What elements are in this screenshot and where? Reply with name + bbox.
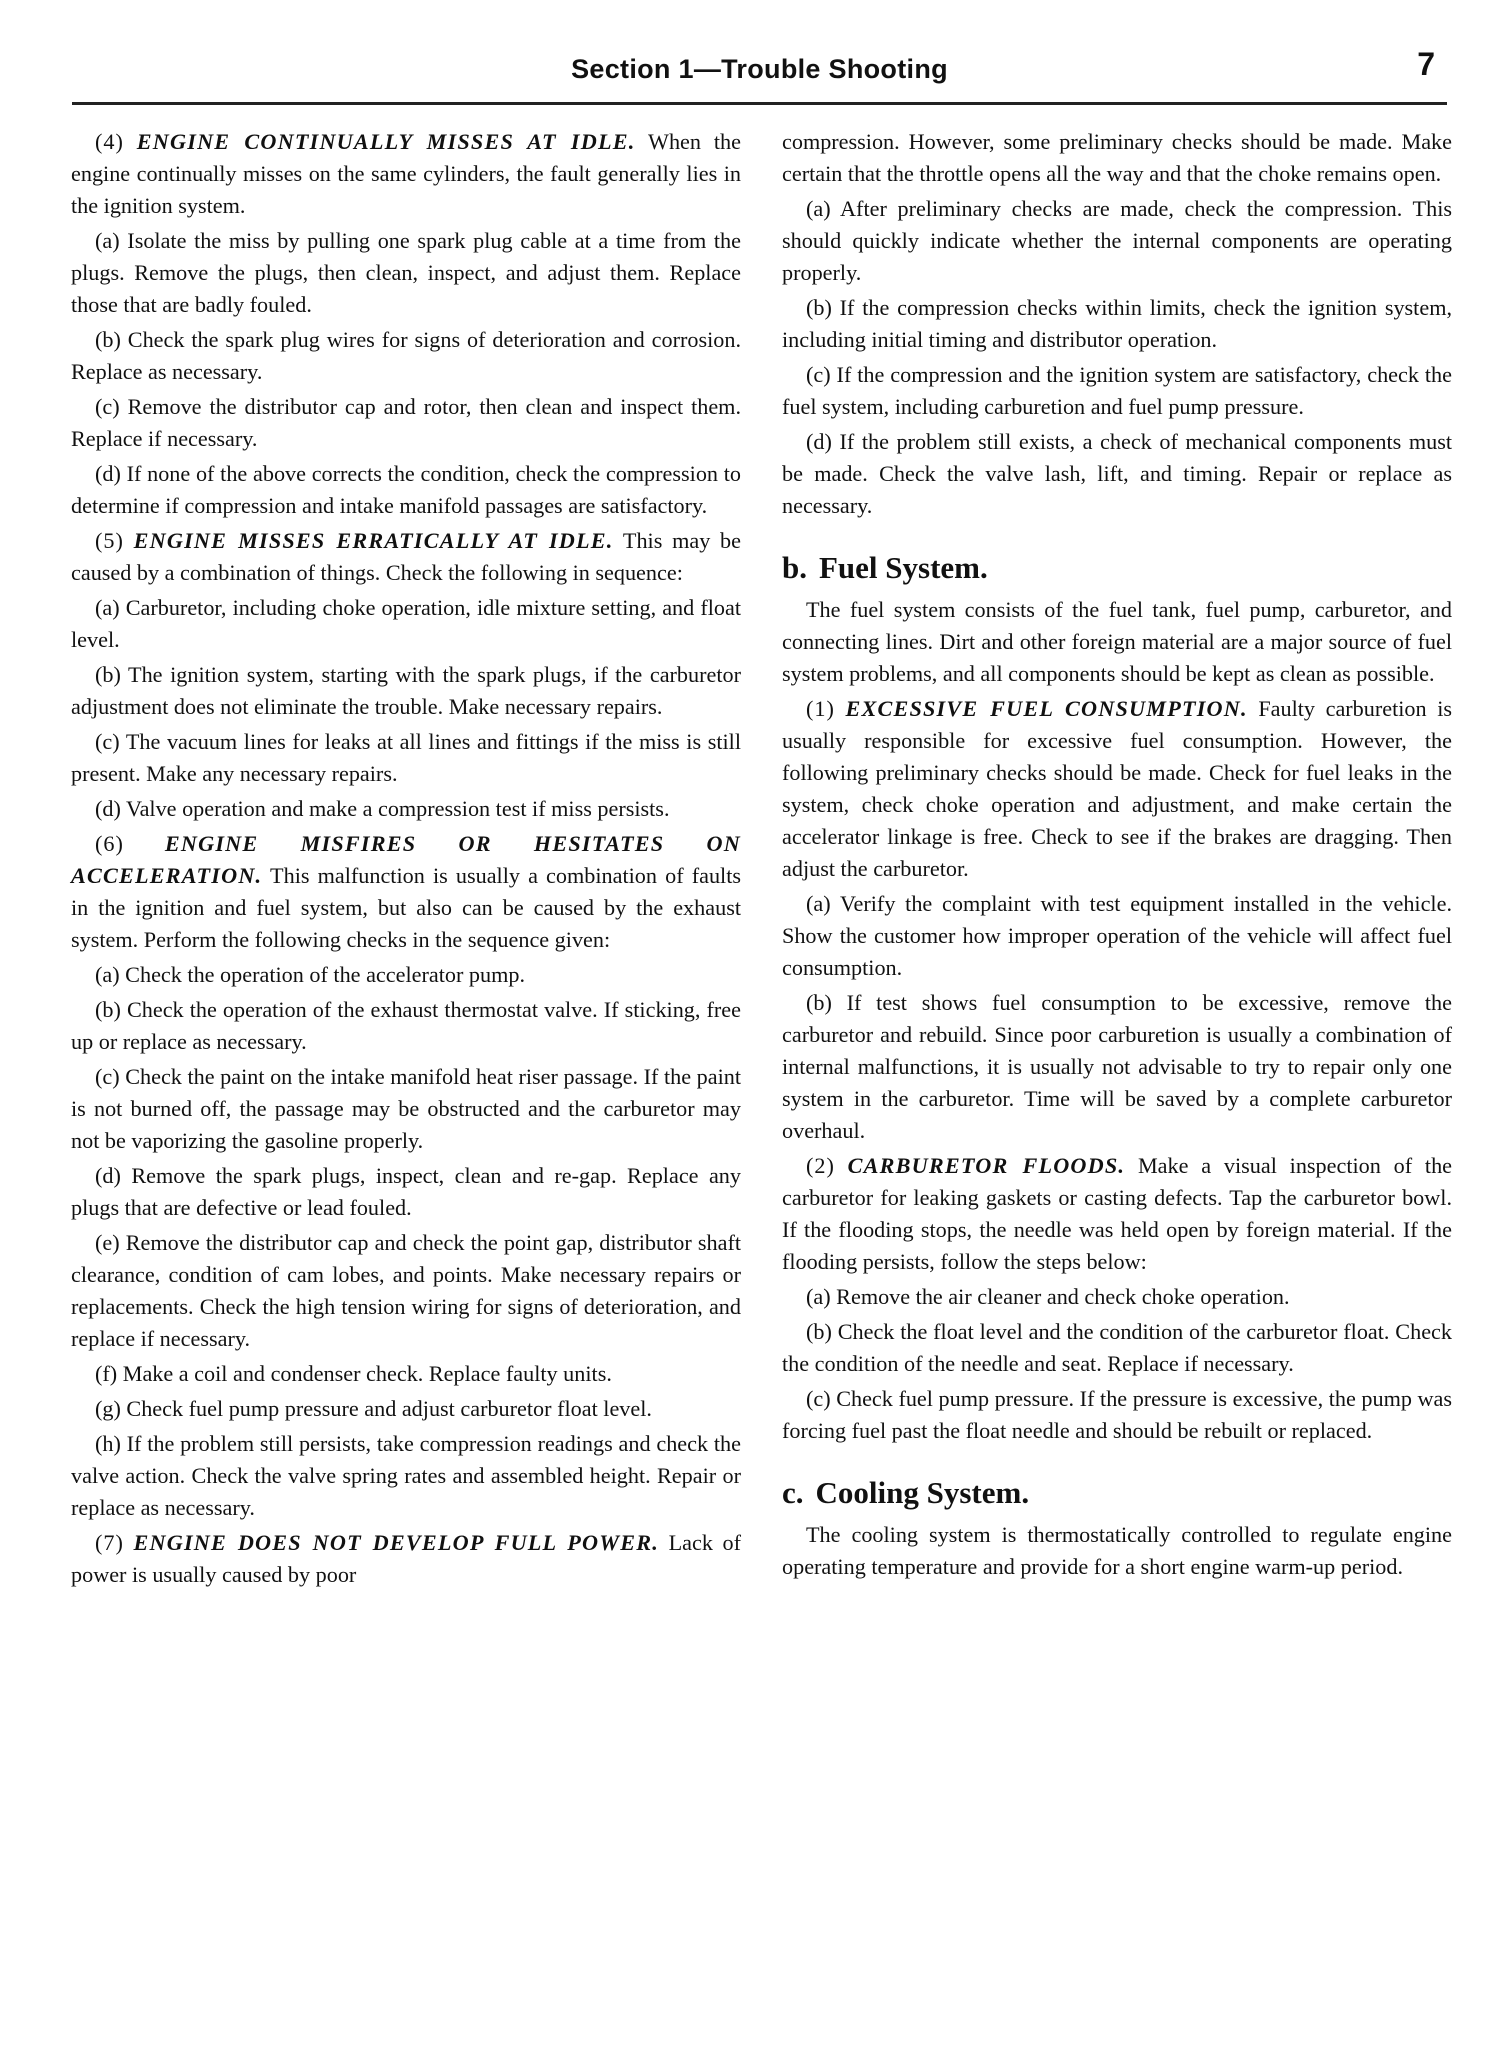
section-b-intro: The fuel system consists of the fuel tank, fuel pump, carburetor, and connecting lines. Dirt and other foreign material are a major source of fuel system problems, and all components should be kept as clean as possible. (782, 597, 1452, 686)
b2-c: (c) Check fuel pump pressure. If the pressure is excessive, the pump was forcing fuel past the float needle and should be rebuilt or replaced. (782, 1386, 1452, 1443)
item-6-label: (6) (95, 831, 124, 856)
item-7-paragraph (71, 1527, 741, 1591)
section-c-intro: The cooling system is thermostatically controlled to regulate engine operating temperature and provide for a short engine warm-up period. (782, 1522, 1452, 1579)
item-4-text: When the engine continually misses on the same cylinders, the fault generally lies in the ignition system. (71, 129, 741, 218)
b1-label: (1) (806, 696, 835, 721)
item-5-heading: ENGINE MISSES ERRATICALLY AT IDLE. (133, 528, 614, 553)
item-6-e: (e) Remove the distributor cap and check the point gap, distributor shaft clearance, condition of cam lobes, and points. Make necessary repairs or replacements. Check the high tension wiring for signs of deterioration, and replace if necessary. (71, 1230, 741, 1351)
item-6-a: (a) Check the operation of the accelerator pump. (95, 962, 525, 987)
b1-b: (b) If test shows fuel consumption to be excessive, remove the carburetor and rebuild. Since poor carburetion is usually a combination of internal malfunctions, it is usually not advisable to try to repair only one system in the carburetor. Time will be saved by a complete carburetor overhaul. (782, 990, 1452, 1143)
b2-a: (a) Remove the air cleaner and check choke operation. (806, 1284, 1290, 1309)
left-column (71, 126, 741, 1594)
item-7-c: (c) If the compression and the ignition system are satisfactory, check the fuel system, including carburetion and fuel pump pressure. (782, 362, 1452, 419)
item-7-continued: compression. However, some preliminary checks should be made. Make certain that the throttle opens all the way and that the choke remains open. (782, 129, 1452, 186)
b2-label: (2) (806, 1153, 835, 1178)
item-5-c: (c) The vacuum lines for leaks at all lines and fittings if the miss is still present. Make any necessary repairs. (71, 729, 741, 786)
item-4-b: (b) Check the spark plug wires for signs of deterioration and corrosion. Replace as necessary. (71, 327, 741, 384)
item-6-h: (h) If the problem still persists, take compression readings and check the valve action. Check the valve spring rates and assembled height. Repair or replace as necessary. (71, 1431, 741, 1520)
section-c-letter: c. (782, 1475, 804, 1510)
item-4-paragraph (71, 126, 741, 222)
item-5-paragraph (71, 525, 741, 589)
item-7-a: (a) After preliminary checks are made, check the compression. This should quickly indicate whether the internal components are operating properly. (782, 196, 1452, 285)
item-4-heading: ENGINE CONTINUALLY MISSES AT IDLE. (136, 129, 636, 154)
item-7-d: (d) If the problem still exists, a check of mechanical components must be made. Check the valve lash, lift, and timing. Repair or replace as necessary. (782, 429, 1452, 518)
section-b-title: Fuel System. (819, 550, 988, 585)
page-number: 7 (1417, 46, 1435, 82)
item-6-d: (d) Remove the spark plugs, inspect, clean and re-gap. Replace any plugs that are defective or lead fouled. (71, 1163, 741, 1220)
item-7-b: (b) If the compression checks within limits, check the ignition system, including initial timing and distributor operation. (782, 295, 1452, 352)
item-6-c: (c) Check the paint on the intake manifold heat riser passage. If the paint is not burned off, the passage may be obstructed and the carburetor may not be vaporizing the gasoline properly. (71, 1064, 741, 1153)
b2-b: (b) Check the float level and the condition of the carburetor float. Check the condition of the needle and seat. Replace if necessary. (782, 1319, 1452, 1376)
item-4-label: (4) (95, 129, 124, 154)
section-c-title: Cooling System. (815, 1475, 1030, 1510)
section-b-heading (782, 548, 1452, 588)
right-column (782, 126, 1452, 1586)
item-5-a: (a) Carburetor, including choke operation, idle mixture setting, and float level. (71, 595, 741, 652)
section-b-letter: b. (782, 550, 807, 585)
page-header (72, 46, 1447, 105)
item-6-heading: ENGINE MISFIRES OR HESITATES ON ACCELERATION. (71, 831, 741, 888)
item-6-b: (b) Check the operation of the exhaust thermostat valve. If sticking, free up or replace as necessary. (71, 997, 741, 1054)
b1-text: Faulty carburetion is usually responsible for excessive fuel consumption. However, the following preliminary checks should be made. Check for fuel leaks in the system, check choke operation and adjustment, and make certain the accelerator linkage is free. Check to see if the brakes are dragging. Then adjust the carburetor. (782, 696, 1452, 881)
b2-heading: CARBURETOR FLOODS. (847, 1153, 1126, 1178)
item-6-paragraph (71, 828, 741, 956)
item-5-text: This may be caused by a combination of things. Check the following in sequence: (71, 528, 741, 585)
b1-paragraph (782, 693, 1452, 885)
b1-heading: EXCESSIVE FUEL CONSUMPTION. (845, 696, 1248, 721)
item-7-text: Lack of power is usually caused by poor (71, 1530, 742, 1587)
item-5-label: (5) (95, 528, 124, 553)
item-7-label: (7) (95, 1530, 124, 1555)
item-5-b: (b) The ignition system, starting with the spark plugs, if the carburetor adjustment does not eliminate the trouble. Make necessary repairs. (71, 662, 741, 719)
item-4-c: (c) Remove the distributor cap and rotor, then clean and inspect them. Replace if necessary. (71, 394, 741, 451)
b2-text: Make a visual inspection of the carburetor for leaking gaskets or casting defects. Tap the carburetor bowl. If the flooding stops, the needle was held open by foreign material. If the flooding persists, follow the steps below: (782, 1153, 1453, 1274)
item-4-d: (d) If none of the above corrects the condition, check the compression to determine if compression and intake manifold passages are satisfactory. (71, 461, 741, 518)
b2-paragraph (782, 1150, 1452, 1278)
item-7-heading: ENGINE DOES NOT DEVELOP FULL POWER. (133, 1530, 659, 1555)
b1-a: (a) Verify the complaint with test equipment installed in the vehicle. Show the customer how improper operation of the vehicle will affect fuel consumption. (782, 891, 1452, 980)
section-c-heading (782, 1473, 1452, 1513)
item-6-f: (f) Make a coil and condenser check. Replace faulty units. (95, 1361, 612, 1386)
item-6-text: This malfunction is usually a combination of faults in the ignition and fuel system, but also can be caused by the exhaust system. Perform the following checks in the sequence given: (71, 863, 741, 952)
item-4-a: (a) Isolate the miss by pulling one spark plug cable at a time from the plugs. Remove the plugs, then clean, inspect, and adjust them. Replace those that are badly fouled. (71, 228, 741, 317)
item-6-g: (g) Check fuel pump pressure and adjust carburetor float level. (95, 1396, 652, 1421)
item-5-d: (d) Valve operation and make a compression test if miss persists. (95, 796, 670, 821)
section-title: Section 1—Trouble Shooting (571, 54, 948, 84)
